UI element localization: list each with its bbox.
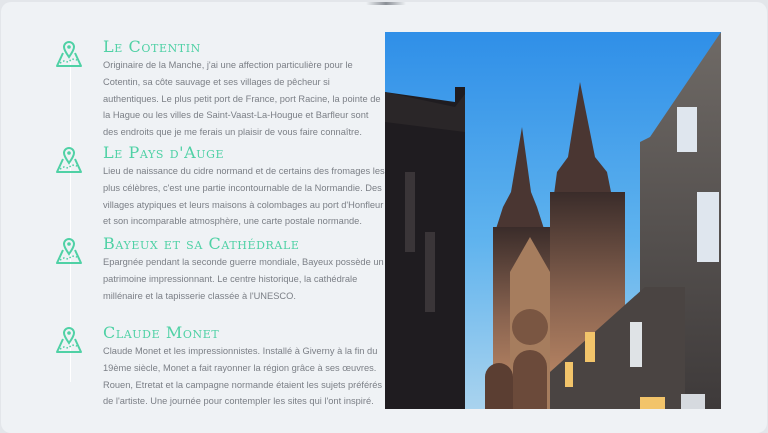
cathedral-photo — [385, 32, 721, 409]
item-description: Epargnée pendant la seconde guerre mondiale, Bayeux possède un patrimoine impressionnant. Le centre historique, la cathédrale millénaire et la tapisserie classée à l'UNESCO. — [103, 257, 384, 301]
window-handle — [366, 2, 406, 5]
content-card — [1, 2, 767, 433]
item-title: Bayeux et sa Cathédrale — [103, 234, 300, 253]
map-pin-icon — [54, 326, 84, 356]
item-title: Le Cotentin — [103, 37, 201, 56]
item-title: Le Pays d'Auge — [103, 143, 225, 162]
item-description: Lieu de naissance du cidre normand et de certains des fromages les plus célèbres, c'est une partie incontournable de la Normandie. Des villages atypiques et leurs maisons à colombages au port d'Honfleur et son incomparable atmosphère, une carte postale normande. — [103, 166, 385, 227]
cathedral-illustration — [385, 32, 721, 409]
item-description: Originaire de la Manche, j'ai une affection particulière pour le Cotentin, sa côte sauvage et ses villages de pêcheur si authentiques. Le plus petit port de France, port Racine, la pointe de la Hague ou les villes de Saint-Vaast-La-Hougue et Barfleur sont des endroits que je me ferais un plaisir de vous faire connaître. — [103, 60, 381, 138]
map-pin-icon — [54, 146, 84, 176]
map-pin-icon — [54, 237, 84, 267]
item-description: Claude Monet et les impressionnistes. Installé à Giverny à la fin du 19ème siècle, Monet a fait rayonner la région grâce à ses œuvres. Rouen, Etretat et la campagne normande étaient les sujets préférés de l'artiste. Une journée pour contempler les sites qui l'ont inspiré. — [103, 346, 383, 407]
map-pin-icon — [54, 40, 84, 70]
item-title: Claude Monet — [103, 323, 220, 342]
